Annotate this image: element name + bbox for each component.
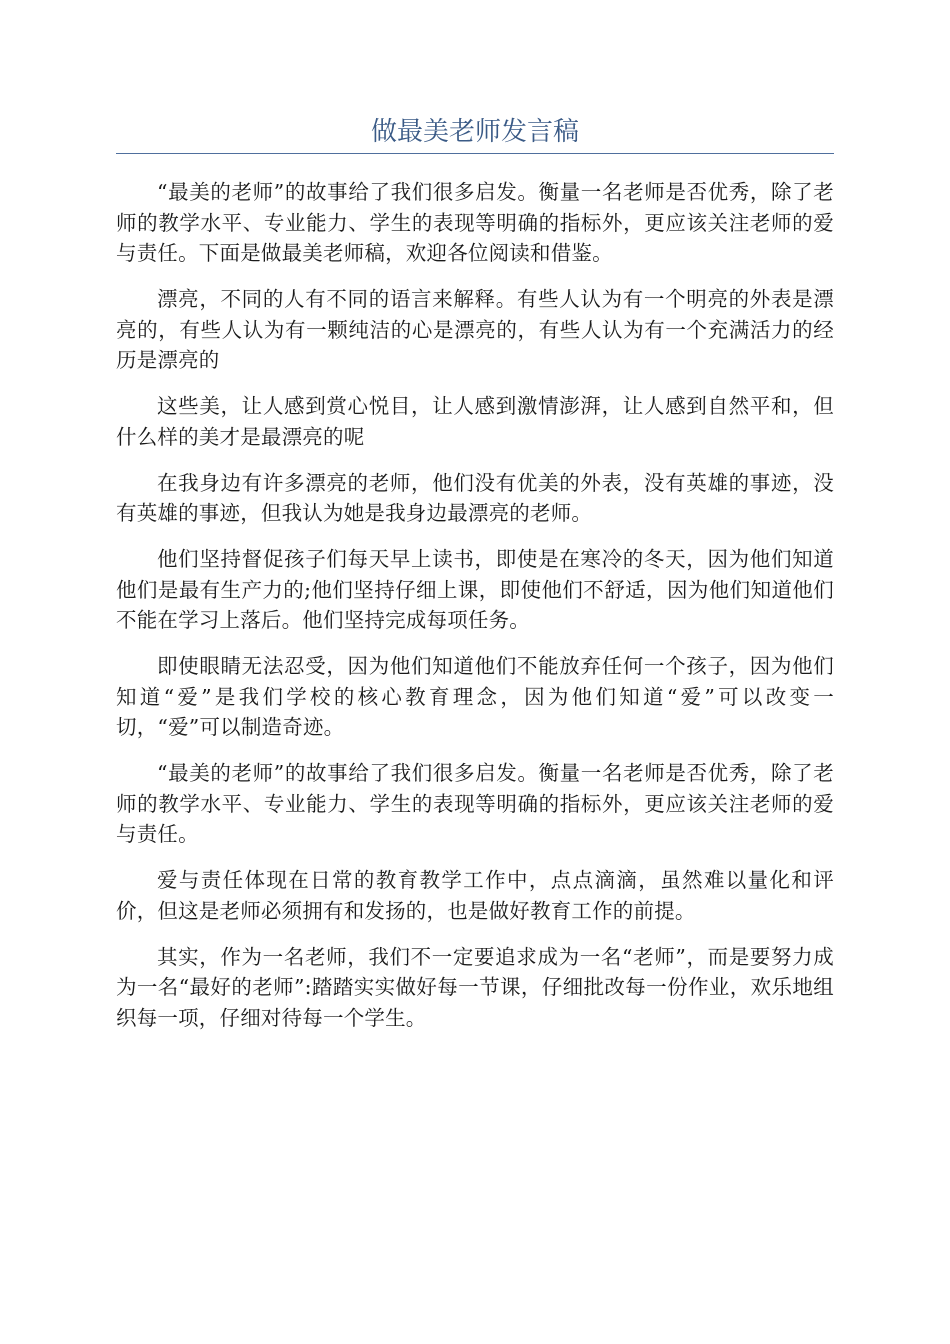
- paragraph-3: 这些美，让人感到赏心悦目，让人感到激情澎湃，让人感到自然平和，但什么样的美才是最漂亮的呢: [116, 394, 834, 449]
- document-body: [116, 177, 834, 1049]
- paragraph-6: 即使眼睛无法忍受，因为他们知道他们不能放弃任何一个孩子，因为他们知道“爱”是我们学校的核心教育理念，因为他们知道“爱”可以改变一切，“爱”可以制造奇迹。: [116, 654, 834, 739]
- paragraph-2: 漂亮，不同的人有不同的语言来解释。有些人认为有一个明亮的外表是漂亮的，有些人认为有一颗纯洁的心是漂亮的，有些人认为有一个充满活力的经历是漂亮的: [116, 287, 834, 372]
- paragraph-9: 其实，作为一名老师，我们不一定要追求成为一名“老师”，而是要努力成为一名“最好的老师”:踏踏实实做好每一节课，仔细批改每一份作业，欢乐地组织每一项，仔细对待每一个学生。: [116, 944, 834, 1030]
- paragraph-4: 在我身边有许多漂亮的老师，他们没有优美的外表，没有英雄的事迹，没有英雄的事迹，但我认为她是我身边最漂亮的老师。: [116, 470, 834, 525]
- paragraph-7: “最美的老师”的故事给了我们很多启发。衡量一名老师是否优秀，除了老师的教学水平、专业能力、学生的表现等明确的指标外，更应该关注老师的爱与责任。: [116, 761, 834, 846]
- title-underline: [116, 153, 834, 154]
- paragraph-1: “最美的老师”的故事给了我们很多启发。衡量一名老师是否优秀，除了老师的教学水平、专业能力、学生的表现等明确的指标外，更应该关注老师的爱与责任。下面是做最美老师稿，欢迎各位阅读和借鉴。: [116, 180, 834, 265]
- document-title: 做最美老师发言稿: [370, 117, 579, 147]
- paragraph-5: 他们坚持督促孩子们每天早上读书，即使是在寒冷的冬天，因为他们知道他们是最有生产力的;他们坚持仔细上课，即使他们不舒适，因为他们知道他们不能在学习上落后。他们坚持完成每项任务。: [116, 547, 834, 632]
- paragraph-8: 爱与责任体现在日常的教育教学工作中，点点滴滴，虽然难以量化和评价，但这是老师必须拥有和发扬的，也是做好教育工作的前提。: [116, 868, 834, 923]
